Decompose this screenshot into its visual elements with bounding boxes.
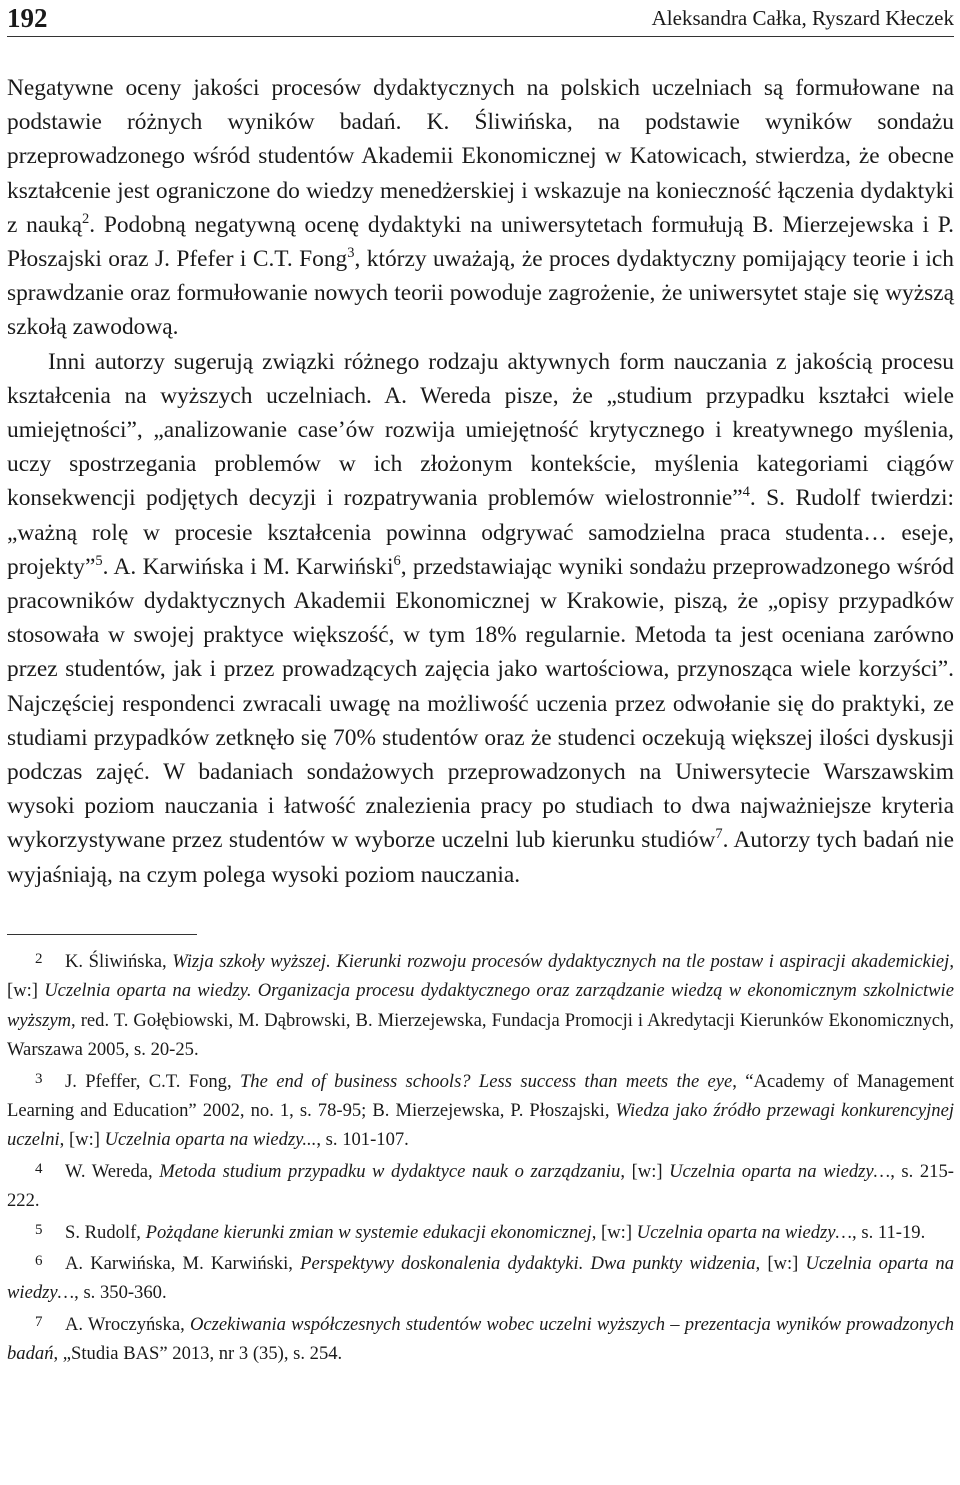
footnote-7	[7, 1308, 954, 1369]
body-text	[7, 71, 954, 892]
footnote-author: W. Wereda,	[65, 1160, 160, 1182]
paragraph-2-text-a: Inni autorzy sugerują związki różnego rodzaju aktywnych form nauczania z jakością procesu kształcenia na wyższych uczelniach. A. Wereda pisze, że „studium przypadku kształci wiele umiejętności”, „analizowanie case’ów rozwija umiejętność krytycznego i kreatywnego myślenia, uczy spostrzegania problemów w ich złożonym kontekście, myślenia kategoriami ciągów konsekwencji podjętych decyzji i rozpatrywania problemów wielostronnie”	[7, 348, 954, 512]
footnote-rest: , s. 350-360.	[74, 1282, 167, 1304]
footnote-rest: , s. 101-107.	[316, 1129, 409, 1151]
footnote-title-2: Wiedza jako źródło przewagi konkurencyjnej uczelni	[7, 1099, 954, 1151]
footnote-2	[7, 945, 954, 1065]
footnote-author: J. Pfeffer, C.T. Fong,	[65, 1070, 240, 1092]
paragraph-1	[7, 71, 954, 345]
paragraph-2-text-e: . Autorzy tych badań nie wyjaśniają, na czym polega wysoki poziom nauczania.	[7, 827, 954, 888]
paragraph-2-text-c: . A. Karwińska i M. Karwiński	[102, 553, 394, 580]
paragraph-1-text-b: . Podobną negatywną ocenę dydaktyki na uniwersytetach formułują B. Mierzejewska i P. Płoszajski oraz J. Pfefer i C.T. Fong	[7, 211, 954, 273]
footnote-author: A. Karwińska, M. Karwiński,	[65, 1252, 301, 1274]
footnote-rest: , „Studia BAS” 2013, nr 3 (35), s. 254.	[53, 1343, 343, 1365]
footnote-rest: , s. 215-222.	[7, 1160, 954, 1212]
footnote-separator-text: , [w:]	[7, 950, 954, 1002]
footnote-book: Uczelnia oparta na wiedzy…	[636, 1221, 853, 1243]
footnote-number: 4	[35, 1160, 43, 1177]
footnote-book: Uczelnia oparta na wiedzy. Organizacja procesu dydaktycznego oraz zarządzanie wiedzą w ekonomicznym szkolnictwie wyższym	[7, 980, 954, 1031]
footnote-title: Perspektywy doskonalenia dydaktyki. Dwa punkty widzenia,	[300, 1252, 761, 1274]
paragraph-1-text-a: Negatywne oceny jakości procesów dydaktycznych na polskich uczelniach są formułowane na podstawie różnych wyników badań. K. Śliwińska, na podstawie wyników sondażu przeprowadzonego wśród studentów Akademii Ekonomicznej w Katowicach, stwierdza, że obecne kształcenie jest ograniczone do wiedzy menedżerskiej i wskazuje na konieczność łączenia dydaktyki z nauką	[7, 75, 954, 238]
footnote-separator	[7, 934, 197, 935]
footnote-title: The end of business schools? Less success than meets the eye	[239, 1070, 733, 1092]
footnote-5	[7, 1216, 954, 1247]
footnote-book: Uczelnia oparta na wiedzy…	[669, 1160, 891, 1182]
footnote-number: 7	[35, 1313, 43, 1330]
footnote-author: A. Wroczyńska,	[65, 1313, 190, 1335]
footnote-separator-text: , [w:]	[59, 1129, 105, 1151]
footnote-middle: , “Academy of Management Learning and Education” 2002, no. 1, s. 78-95; B. Mierzejewska, P. Płoszajski,	[7, 1070, 954, 1121]
footnote-author: S. Rudolf,	[65, 1221, 146, 1243]
footnote-4	[7, 1155, 954, 1216]
footnote-book: Uczelnia oparta na wiedzy…	[7, 1252, 954, 1304]
paragraph-1-text-c: , którzy uważają, że proces dydaktyczny pomijający teorie i ich sprawdzanie oraz formułowanie nowych teorii powoduje zagrożenie, że uniwersytet staje się wyższą szkołą zawodową.	[7, 246, 954, 341]
footnote-ref-5[interactable]: 5	[95, 553, 103, 570]
footnote-6	[7, 1247, 954, 1308]
footnote-book: Uczelnia oparta na wiedzy...	[104, 1129, 317, 1151]
footnote-number: 3	[35, 1070, 43, 1087]
running-header-authors: Aleksandra Całka, Ryszard Kłeczek	[651, 6, 954, 30]
page-number: 192	[7, 3, 48, 33]
footnote-ref-7[interactable]: 7	[715, 826, 723, 843]
footnote-number: 6	[35, 1252, 43, 1269]
paragraph-2-text-d: , przedstawiając wyniki sondażu przeprowadzonego wśród pracowników dydaktycznych Akademii Ekonomicznej w Krakowie, piszą, że „opisy przypadków stosowała w swojej praktyce większość, w tym 18% regularnie. Metoda ta jest oceniana zarówno przez studentów, jak i przez prowadzących zajęcia jako wartościowa, przynosząca wiele korzyści”. Najczęściej respondenci zwracali uwagę na możliwość uczenia przez odwołanie się do praktyki, ze studiami przypadków zetknęło się 70% studentów oraz że studenci oczekują większej ilości dyskusji podczas zajęć. W badaniach sondażowych przeprowadzonych na Uniwersytecie Warszawskim wysoki poziom nauczania i łatwość znalezienia pracy po studiach to dwa najważniejsze kryteria wykorzystywane przez studentów w wyborze uczelni lub kierunku studiów	[7, 553, 954, 854]
running-header	[7, 0, 954, 37]
footnote-title: Metoda studium przypadku w dydaktyce nauk o zarządzaniu	[159, 1160, 621, 1182]
footnote-author: K. Śliwińska,	[65, 950, 173, 972]
footnote-rest: , s. 11-19.	[852, 1221, 926, 1243]
footnotes	[7, 945, 954, 1369]
footnote-ref-3[interactable]: 3	[347, 245, 355, 262]
footnote-number: 5	[35, 1221, 43, 1238]
footnote-title: Pożądane kierunki zmian w systemie edukacji ekonomicznej	[145, 1221, 592, 1243]
footnote-ref-4[interactable]: 4	[742, 484, 750, 501]
footnote-title: Wizja szkoły wyższej. Kierunki rozwoju procesów dydaktycznych na tle postaw i aspiracji akademickiej	[172, 950, 950, 972]
footnote-ref-6[interactable]: 6	[393, 553, 401, 570]
footnote-separator-text: , [w:]	[620, 1160, 670, 1182]
footnote-number: 2	[35, 950, 43, 967]
paragraph-2-text-b: . S. Rudolf twierdzi: „ważną rolę w procesie kształcenia powinna odgrywać samodzielna praca studenta… eseje, projekty”	[7, 485, 954, 580]
footnote-separator-text: , [w:]	[591, 1221, 637, 1243]
paragraph-2	[7, 345, 954, 892]
footnote-rest: , red. T. Gołębiowski, M. Dąbrowski, B. Mierzejewska, Fundacja Promocji i Akredytacji Kierunków Ekonomicznych, Warszawa 2005, s. 20-25.	[7, 1009, 954, 1061]
footnote-title: Oczekiwania współczesnych studentów wobec uczelni wyższych – prezentacja wyników prowadzonych badań	[7, 1313, 954, 1365]
footnote-separator-text: [w:]	[760, 1252, 806, 1274]
footnote-3	[7, 1065, 954, 1155]
footnote-ref-2[interactable]: 2	[82, 211, 90, 228]
